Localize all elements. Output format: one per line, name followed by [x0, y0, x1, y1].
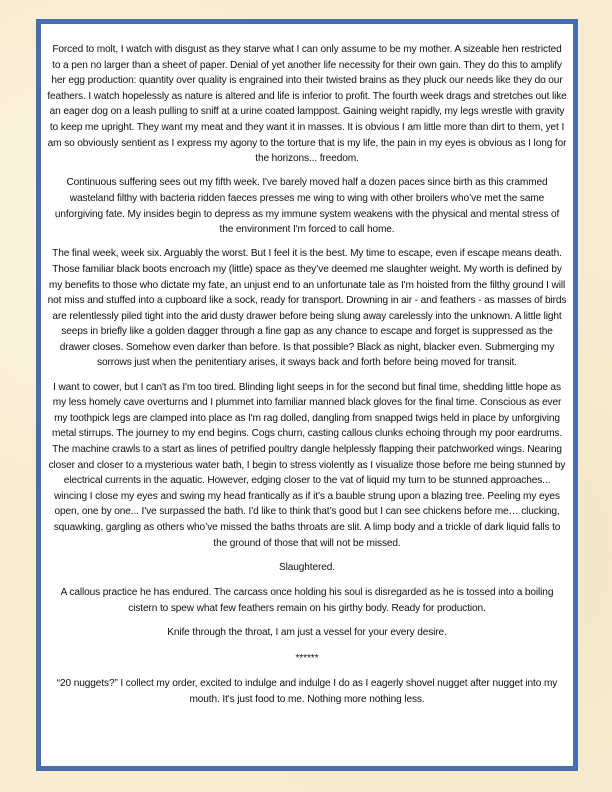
paragraph-knife: Knife through the throat, I am just a vessel for your every desire.: [167, 627, 447, 639]
paragraph-slaughter-line: I want to cower, but I can't as I'm too tired. Blinding light seeps in for the second but final time, shedding little hope as my less homely cave overturns and I plummet into familiar manned black gloves for the final time. Conscious as ever my toothpick legs are clamped into place as I'm rag dolled, dangling from snapped twigs held in place by unforgiving metal stirrups. The journey to my end begins. Cogs churn, casting callous clunks echoing through my poor eardrums. The machine crawls to a start as lines of petrified poultry dangle helplessly flapping their patchworked wings. Nearing closer and closer to a mysterious water bath, I begin to stress violently as I visualize those before me being stunned by electrical currents in the aquatic. However, edging closer to the vat of liquid my turn to be stunned approaches... wincing I close my eyes and swing my head frantically as if it’s a bauble strung upon a blazing tree. Peeling my eyes open, one by one... I've surpassed the bath. I'd like to think that’s good but I can see chickens before me… clucking, squawking, gargling as others who’ve missed the baths throats are slit. A limp body and a trickle of dark liquid falls to the ground of those that will not be missed.: [48, 381, 566, 549]
paragraph-week-six: The final week, week six. Arguably the worst. But I feel it is the best. My time to escape, even if escape means death. Those familiar black boots encroach my (little) space as they’ve deemed me slaughter weight. My worth is defined by my benefits to those who dictate my fate, an unjust end to an unfortunate tale as I'm hoisted from the filthy ground I will not miss and stuffed into a cupboard like a sock, ready for transport. Drowning in air - and feathers - as masses of birds are relentlessly piled tight into the arid dusty drawer before being slung away carelessly into the unknown. A little light seeps in briefly like a golden dagger through a fine gap as any chance to escape and forget is suppressed as the drawer closes. Somehow even darker than before. Is that possible? Black as night, blacker even. Submerging my sorrows just when the penitentiary arises, it sways back and forth before being moved for transit.: [47, 248, 567, 369]
paragraph-week-four: Forced to molt, I watch with disgust as they starve what I can only assume to be my mother. A sizeable hen restricted to a pen no larger than a sheet of paper. Denial of yet another life necessity for their own gain. They do this to amplify her egg production: quantity over quality is engrained into their twisted brains as they pluck our needs like they do our feathers. I watch hopelessly as nature is altered and life is inferior to profit. The fourth week drags and stretches out like an eager dog on a leash pulling to sniff at a urine coated lamppost. Gaining weight rapidly, my legs wrestle with gravity to keep me upright. They want my meat and they want it in masses. It is obvious I am little more than dirt to them, yet I am so obviously sentient as I express my agony to the torture that is my life, the pain in my eyes is obvious as I long for the horizons... freedom.: [47, 44, 567, 165]
paragraph-callous-practice: A callous practice he has endured. The carcass once holding his soul is disregarded as he is tossed into a boiling cistern to spew what few feathers remain on his girthy body. Ready for production.: [60, 587, 554, 614]
story-text: [47, 42, 567, 716]
paragraph-week-five: Continuous suffering sees out my fifth week. I've barely moved half a dozen paces since birth as this crammed wasteland filthy with bacteria ridden faeces presses me wing to wing with other broilers who’ve met the same unforgiving fate. My insides begin to depress as my immune system weakens with the physical and mental stress of the environment I'm forced to call home.: [54, 177, 560, 236]
section-separator: ******: [295, 652, 319, 664]
bordered-text-box: [36, 19, 578, 771]
paragraph-slaughtered: Slaughtered.: [279, 561, 335, 573]
paragraph-nuggets: “20 nuggets?” I collect my order, excited to indulge and indulge I do as I eagerly shovel nugget after nugget into my mouth. It's just food to me. Nothing more nothing less.: [56, 678, 558, 705]
